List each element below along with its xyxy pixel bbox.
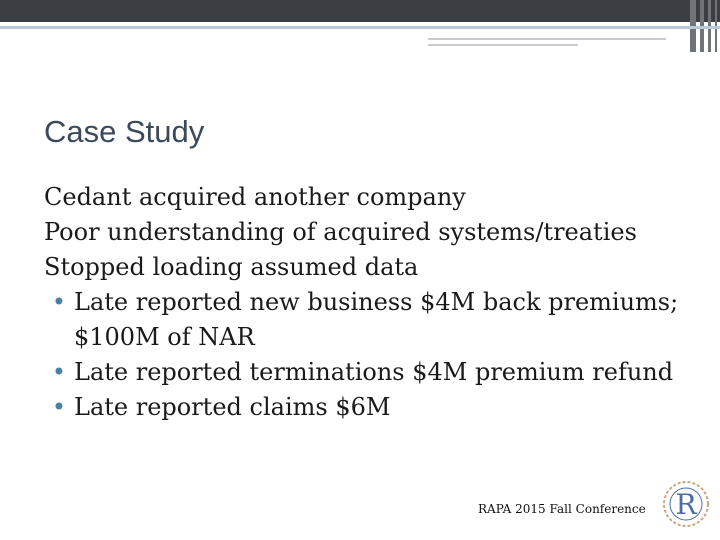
slide-body <box>44 180 694 425</box>
decor-line <box>428 44 578 46</box>
bullet-icon: • <box>51 358 67 386</box>
body-line: Stopped loading assumed data <box>44 253 419 281</box>
bullet-item <box>44 355 694 390</box>
slide-title: Case Study <box>44 114 205 149</box>
logo-letter: R <box>675 488 697 521</box>
decor-line <box>428 38 666 40</box>
bullet-text: Late reported claims $6M <box>74 393 391 421</box>
bullet-icon: • <box>51 288 67 316</box>
top-accent-line <box>0 26 720 29</box>
bullet-item <box>44 285 694 355</box>
bullet-text: Late reported new business $4M back premiums; $100M of NAR <box>74 288 679 351</box>
bullet-text: Late reported terminations $4M premium refund <box>74 358 674 386</box>
body-line: Cedant acquired another company <box>44 183 466 211</box>
bullet-icon: • <box>51 393 67 421</box>
bullet-item <box>44 390 694 425</box>
body-line: Poor understanding of acquired systems/treaties <box>44 218 637 246</box>
top-band <box>0 0 720 22</box>
footer-text: RAPA 2015 Fall Conference <box>478 502 646 516</box>
rapa-logo-icon <box>656 474 716 534</box>
